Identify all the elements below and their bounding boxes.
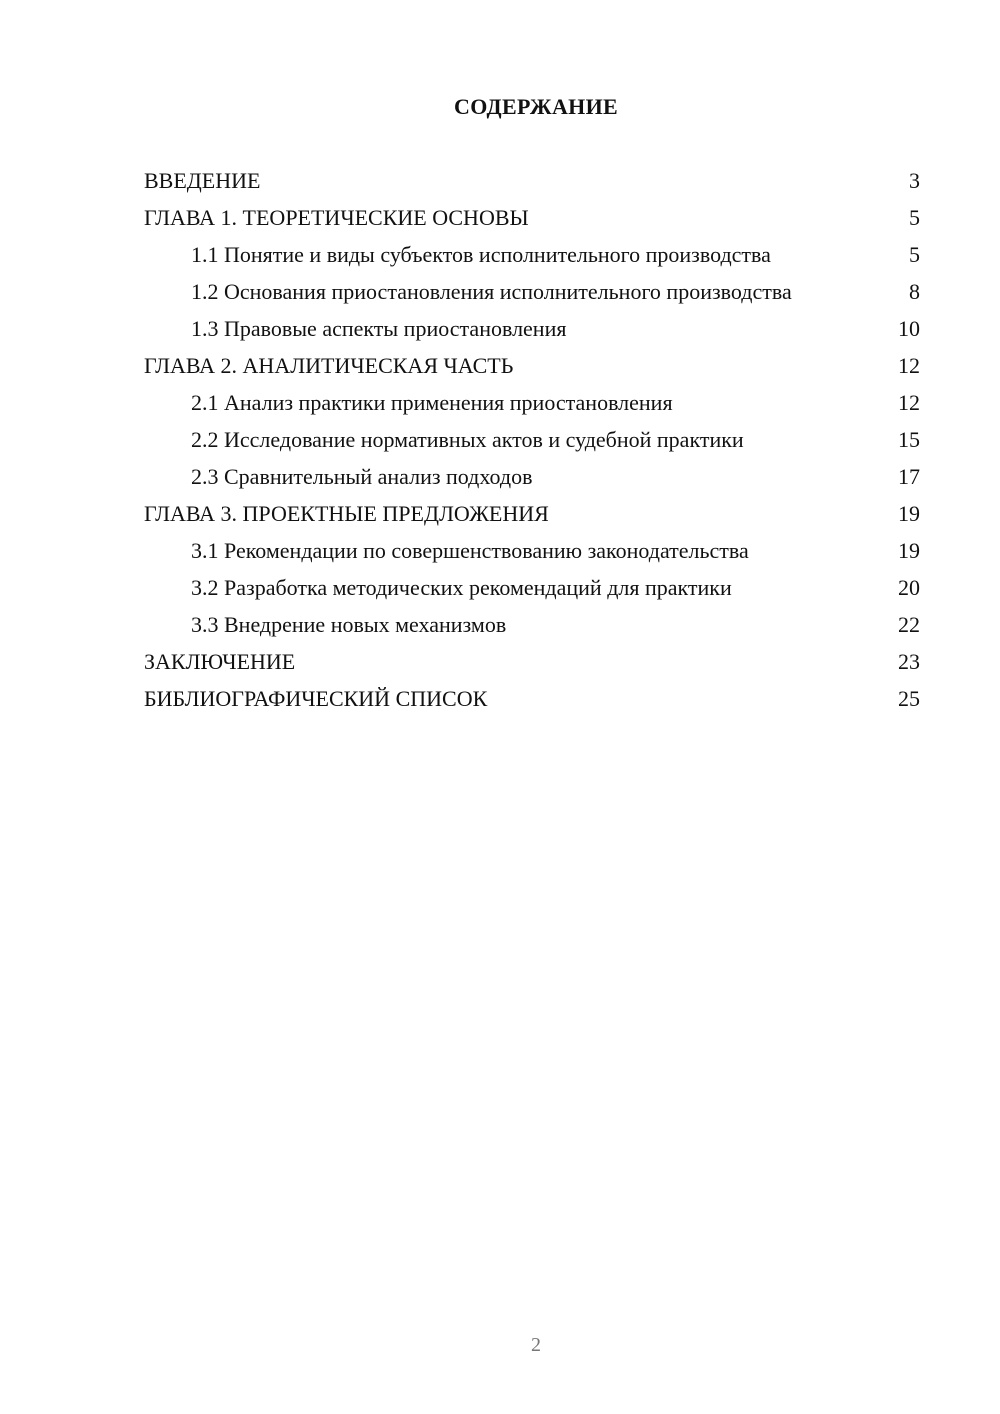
toc-entry-label: ГЛАВА 3. ПРОЕКТНЫЕ ПРЕДЛОЖЕНИЯ [144, 501, 549, 526]
toc-entry-page: 25 [898, 686, 920, 711]
toc-entry-section-3-2[interactable] [144, 575, 920, 601]
toc-entry-section-1-3[interactable] [144, 316, 920, 342]
table-of-contents [144, 168, 920, 723]
toc-entry-section-2-1[interactable] [144, 390, 920, 416]
toc-entry-page: 8 [909, 279, 920, 304]
toc-entry-label: 2.2 Исследование нормативных актов и судебной практики [191, 427, 744, 452]
toc-entry-label: ГЛАВА 1. ТЕОРЕТИЧЕСКИЕ ОСНОВЫ [144, 205, 529, 230]
toc-entry-page: 23 [898, 649, 920, 674]
toc-entry-label: 1.2 Основания приостановления исполнительного производства [191, 279, 792, 304]
toc-entry-section-1-2[interactable] [144, 279, 920, 305]
toc-entry-label: ЗАКЛЮЧЕНИЕ [144, 649, 296, 674]
toc-entry-page: 19 [898, 538, 920, 563]
toc-entry-label: 3.3 Внедрение новых механизмов [191, 612, 507, 637]
toc-entry-introduction[interactable] [144, 168, 920, 194]
toc-entry-page: 15 [898, 427, 920, 452]
toc-entry-page: 19 [898, 501, 920, 526]
toc-entry-bibliography[interactable] [144, 686, 920, 712]
toc-entry-chapter-1[interactable] [144, 205, 920, 231]
toc-entry-label: 2.3 Сравнительный анализ подходов [191, 464, 533, 489]
toc-entry-label: 2.1 Анализ практики применения приостановления [191, 390, 673, 415]
toc-entry-section-3-3[interactable] [144, 612, 920, 638]
toc-entry-page: 5 [909, 205, 920, 230]
toc-entry-page: 3 [909, 168, 920, 193]
page-title: СОДЕРЖАНИЕ [454, 94, 618, 119]
toc-entry-label: БИБЛИОГРАФИЧЕСКИЙ СПИСОК [144, 686, 488, 711]
toc-entry-page: 22 [898, 612, 920, 637]
page-number: 2 [531, 1334, 541, 1356]
toc-entry-page: 10 [898, 316, 920, 341]
toc-entry-section-2-2[interactable] [144, 427, 920, 453]
toc-entry-label: 1.3 Правовые аспекты приостановления [191, 316, 567, 341]
toc-entry-page: 12 [898, 353, 920, 378]
toc-entry-section-2-3[interactable] [144, 464, 920, 490]
toc-entry-page: 5 [909, 242, 920, 267]
toc-entry-label: ВВЕДЕНИЕ [144, 168, 261, 193]
toc-entry-section-1-1[interactable] [144, 242, 920, 268]
toc-entry-label: 1.1 Понятие и виды субъектов исполнительного производства [191, 242, 771, 267]
toc-entry-page: 20 [898, 575, 920, 600]
toc-entry-chapter-3[interactable] [144, 501, 920, 527]
toc-entry-page: 17 [898, 464, 920, 489]
toc-entry-label: 3.1 Рекомендации по совершенствованию законодательства [191, 538, 749, 563]
toc-entry-page: 12 [898, 390, 920, 415]
toc-entry-section-3-1[interactable] [144, 538, 920, 564]
toc-entry-chapter-2[interactable] [144, 353, 920, 379]
toc-entry-label: ГЛАВА 2. АНАЛИТИЧЕСКАЯ ЧАСТЬ [144, 353, 514, 378]
toc-entry-label: 3.2 Разработка методических рекомендаций для практики [191, 575, 732, 600]
toc-entry-conclusion[interactable] [144, 649, 920, 675]
